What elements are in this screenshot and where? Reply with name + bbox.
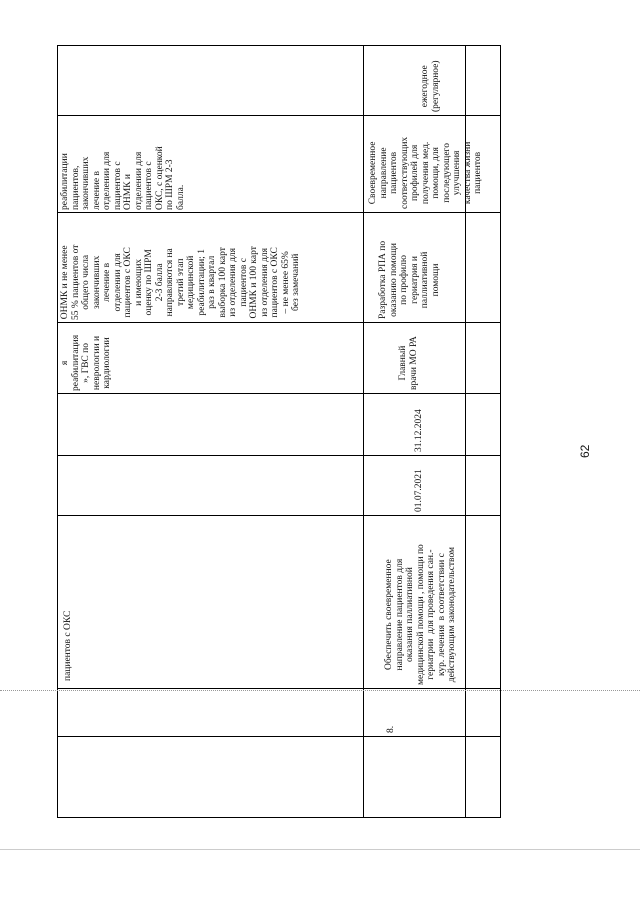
task-description: Обеспечить своевременное направление пациентов для оказания паллиативной медицинской помощи , помощи по гериатрии для проведения сан.- кур. лечения в соответствии с действующим законодательством <box>384 544 457 685</box>
table-border-left <box>57 45 58 817</box>
indicator-text: Разработка РПА по оказанию помощи по профилю гериатрия и паллиативной помощи <box>378 240 441 319</box>
row-prev-col3-text: пациентов с ОКС <box>63 610 73 681</box>
column-divider <box>57 455 501 456</box>
column-divider <box>57 688 501 689</box>
column-divider <box>57 393 501 394</box>
result-text: Своевременное направление пациентов соответствующих профилей для получения мед. помощи, для последующего улучшения качества жизни пациентов <box>368 136 483 209</box>
column-divider <box>57 115 501 116</box>
periodicity-text: ежегодное (регулярное) <box>420 60 441 112</box>
scan-artifact-line <box>0 849 640 850</box>
column-divider <box>57 736 501 737</box>
scan-artifact-dotted-line <box>0 690 640 691</box>
responsible-person: Главный врачи МО РА <box>398 336 419 390</box>
column-divider <box>57 515 501 516</box>
table-border-top <box>57 45 501 46</box>
start-date: 01.07.2021 <box>414 469 424 512</box>
row-prev-col7-text: ОНМК и не менее 55 % пациентов от общего числа закончивших лечение в отделении для пациентов с ОКС и имеющих оценку по ШРМ 2-3 балла направляются на третий этап медицинской реабилитации; 1 раз в квартал выборка 100 карт из отделения для пациентов с ОНМК и 100 карт из отделения для пациентов с ОКС – не менее 65% без замечаний <box>60 244 301 320</box>
table-border-bottom <box>57 817 501 818</box>
end-date: 31.12.2024 <box>414 409 424 452</box>
column-divider <box>57 212 501 213</box>
row-prev-col6-text: я реабилитация », ГВС по неврологии и кардиологии <box>60 334 112 391</box>
column-divider <box>57 322 501 323</box>
row-number: 8. <box>386 725 396 733</box>
table-border-right <box>500 45 501 817</box>
row-prev-col8-text: реабилитации пациентов, закончивших лечение в отделении для пациентов с ОНМК и отделении для пациентов с ОКС, с оценкой по ШРМ 2-3 балла. <box>60 146 186 210</box>
page-number: 62 <box>578 444 592 458</box>
row-divider <box>363 45 364 817</box>
